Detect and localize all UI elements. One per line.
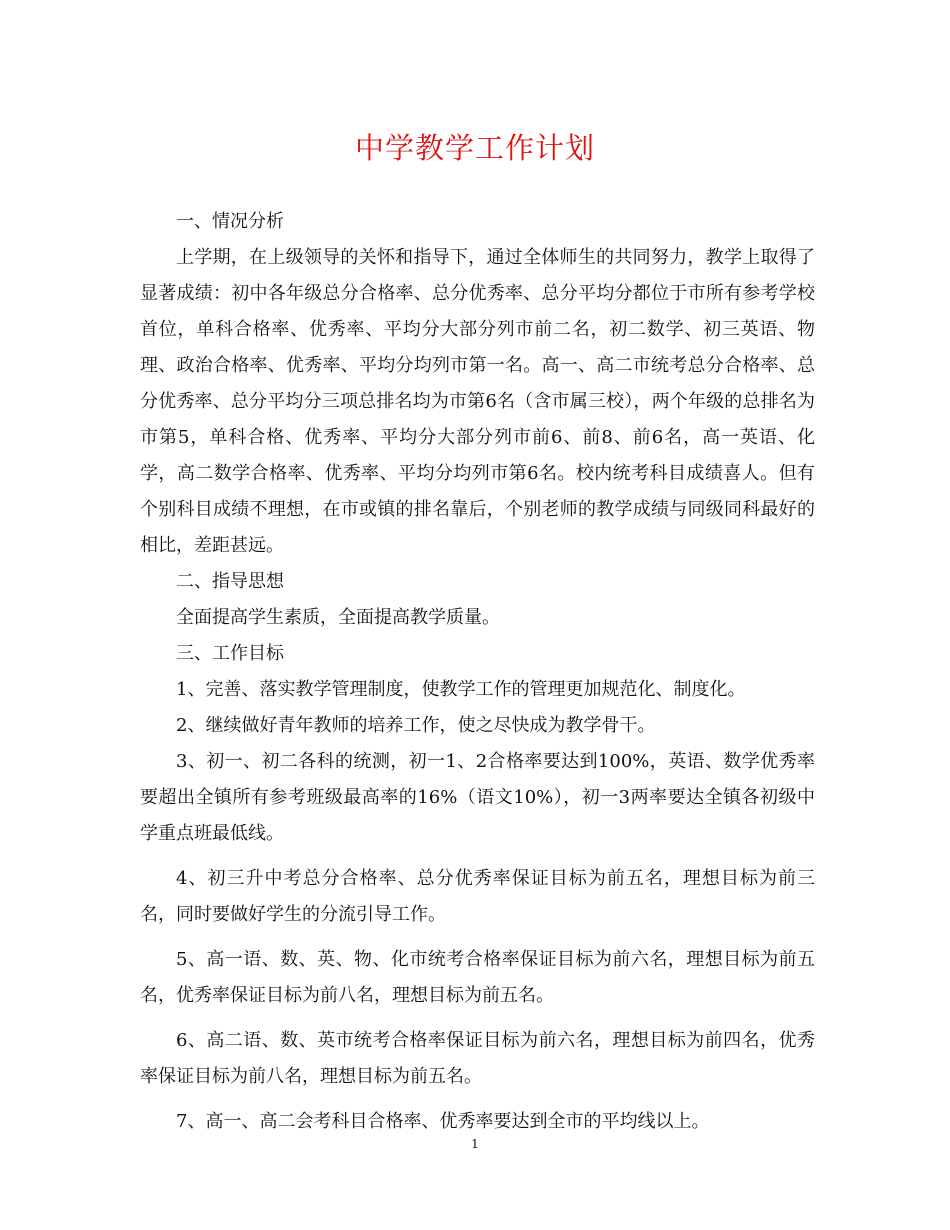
page-number: 1 (471, 1137, 479, 1151)
document-title: 中学教学工作计划 (354, 131, 595, 165)
goal-item-2: 2、继续做好青年教师的培养工作，使之尽快成为教学骨干。 (176, 715, 656, 736)
goal-item-6: 6、高二语、数、英市统考合格率保证目标为前六名，理想目标为前四名，优秀率保证目标为前八名，理想目标为前五名。 (140, 1030, 815, 1087)
document-body (140, 204, 815, 1140)
section-heading-situation: 一、情况分析 (176, 211, 284, 232)
goal-item-3: 3、初一、初二各科的统测，初一1、2合格率要达到100%，英语、数学优秀率要超出全镇所有参考班级最高率的16%（语文10%），初一3两率要达全镇各初级中学重点班最低线。 (140, 751, 815, 844)
goal-item-4: 4、初三升中考总分合格率、总分优秀率保证目标为前五名，理想目标为前三名，同时要做好学生的分流引导工作。 (140, 868, 815, 925)
goal-item-7: 7、高一、高二会考科目合格率、优秀率要达到全市的平均线以上。 (176, 1111, 710, 1132)
paragraph-guiding: 全面提高学生素质，全面提高教学质量。 (176, 607, 500, 628)
section-heading-goals: 三、工作目标 (176, 643, 284, 664)
section-heading-guiding: 二、指导思想 (176, 571, 284, 592)
goal-item-1: 1、完善、落实教学管理制度，使教学工作的管理更加规范化、制度化。 (176, 679, 746, 700)
paragraph-situation: 上学期，在上级领导的关怀和指导下，通过全体师生的共同努力，教学上取得了显著成绩：初中各年级总分合格率、总分优秀率、总分平均分都位于市所有参考学校首位，单科合格率、优秀率、平均分大部分列市前二名，初二数学、初三英语、物理、政治合格率、优秀率、平均分均列市第一名。高一、高二市统考总分合格率、总分优秀率、总分平均分三项总排名均为市第6名（含市属三校），两个年级的总排名为市第5，单科合格、优秀率、平均分大部分列市前6、前8、前6名，高一英语、化学，高二数学合格率、优秀率、平均分均列市第6名。校内统考科目成绩喜人。但有个别科目成绩不理想，在市或镇的排名靠后，个别老师的教学成绩与同级同科最好的相比，差距甚远。 (140, 247, 815, 556)
goal-item-5: 5、高一语、数、英、物、化市统考合格率保证目标为前六名，理想目标为前五名，优秀率保证目标为前八名，理想目标为前五名。 (140, 949, 815, 1006)
